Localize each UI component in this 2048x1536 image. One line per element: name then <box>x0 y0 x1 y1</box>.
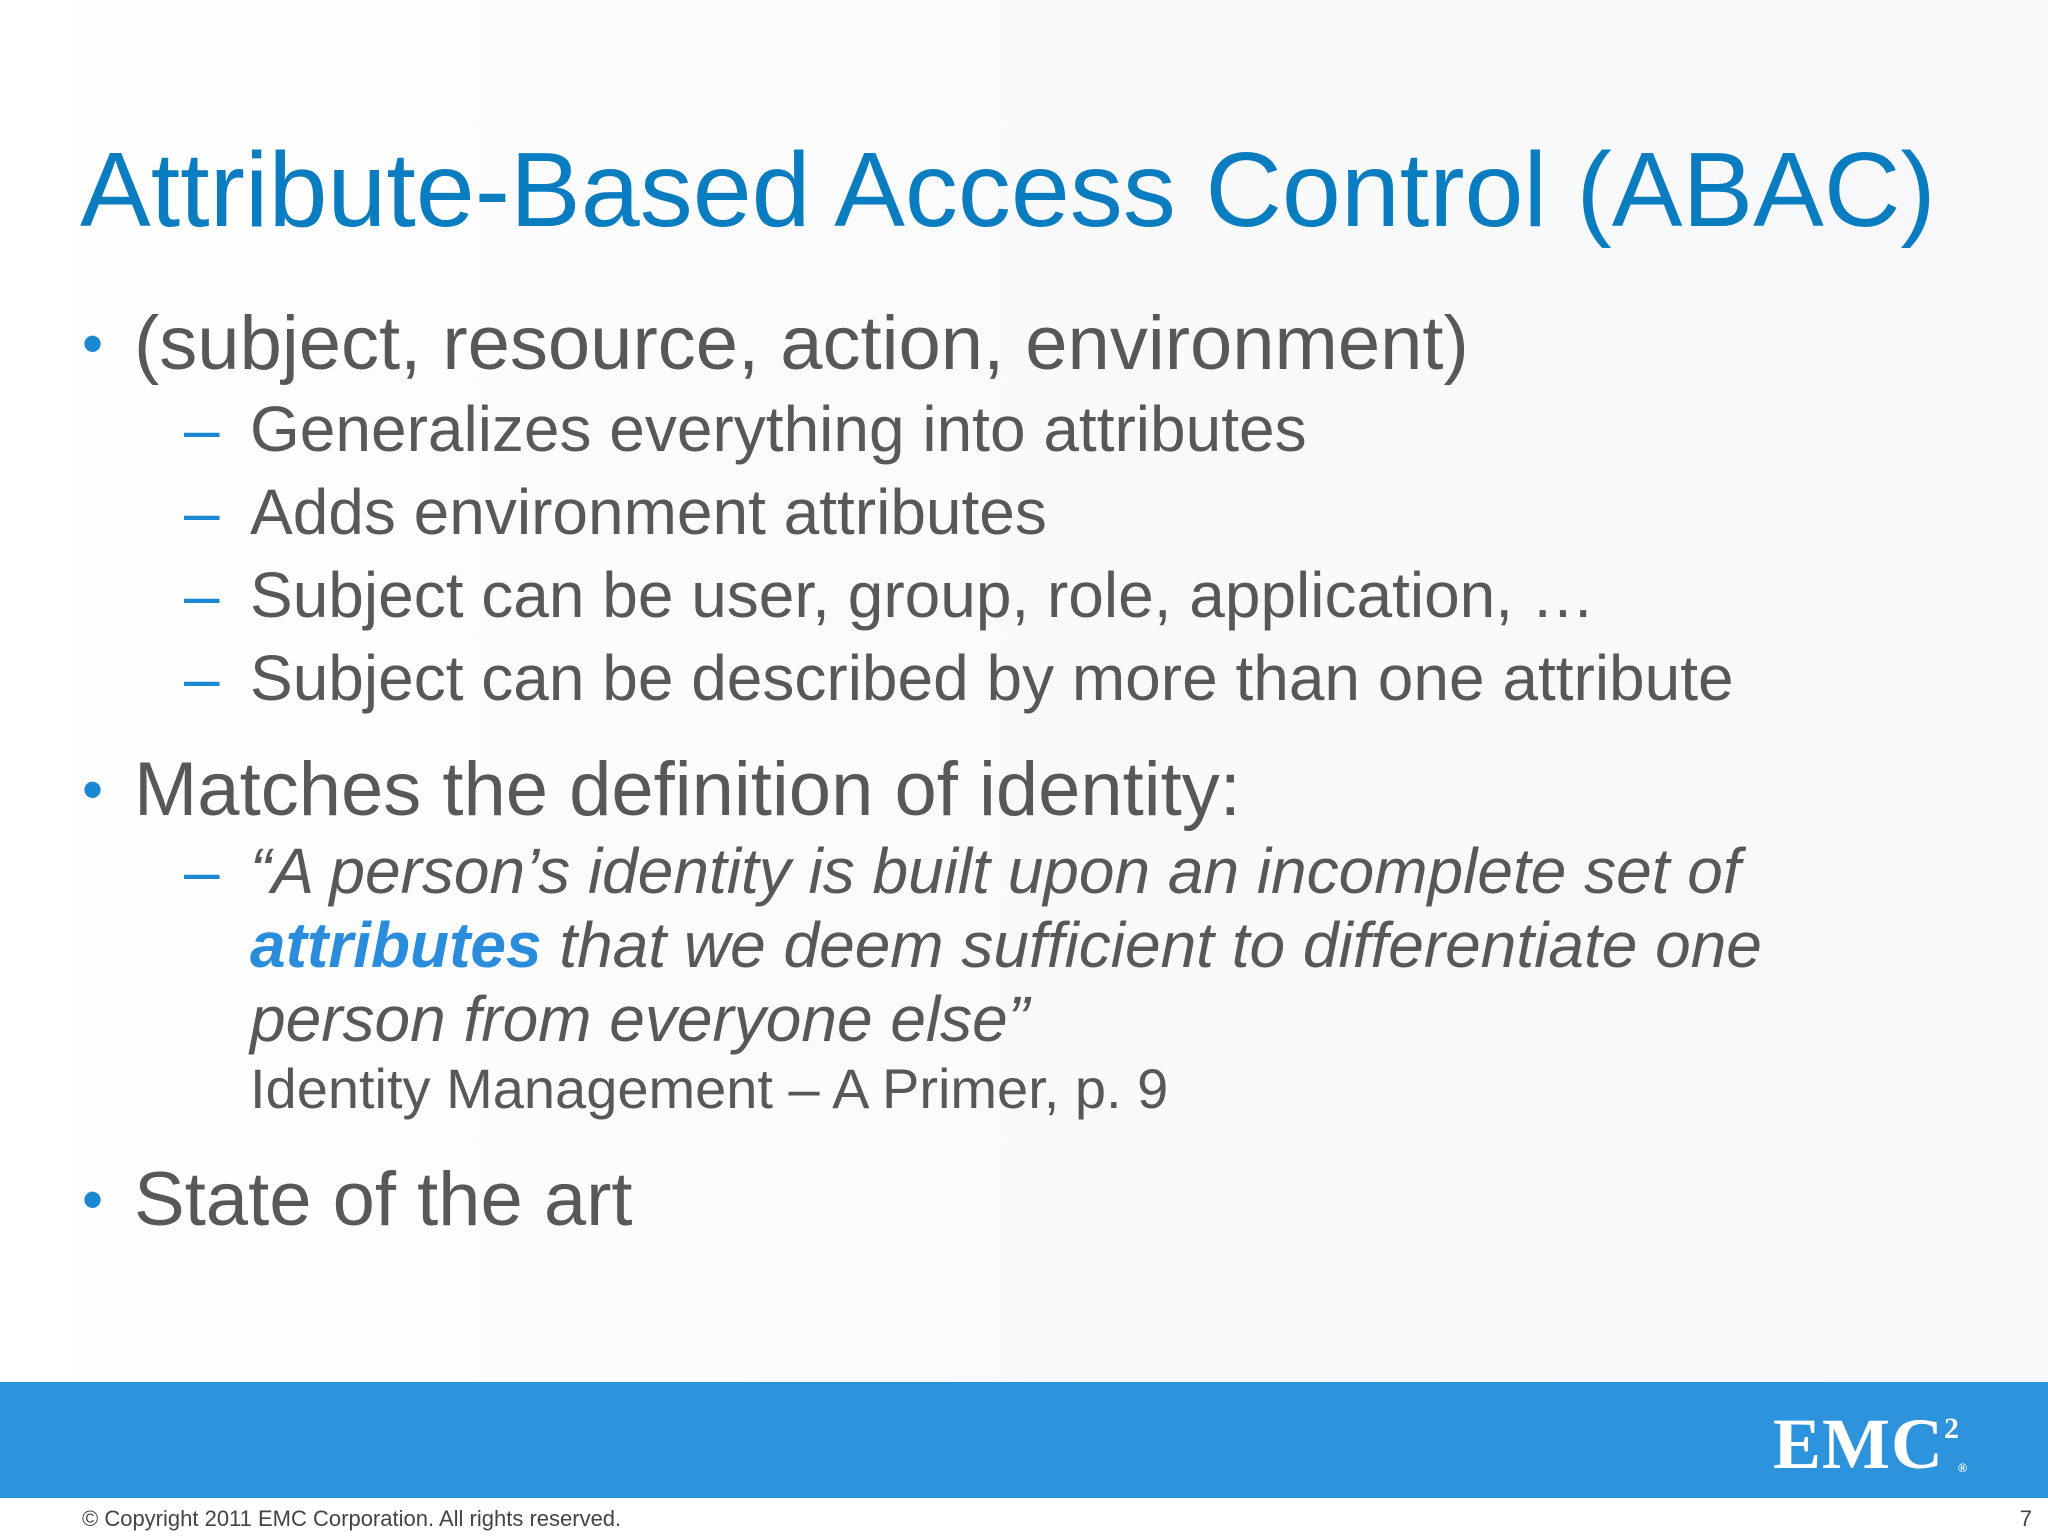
sub-bullet-item <box>0 637 2048 720</box>
bullet-marker: • <box>82 1166 104 1234</box>
dash-marker: – <box>184 393 220 466</box>
sub-bullet-item <box>0 388 2048 471</box>
registered-mark: ® <box>1958 1461 1968 1475</box>
dash-marker: – <box>184 476 220 549</box>
bullet-text: Matches the definition of identity: <box>134 747 1241 833</box>
spacer <box>0 1122 2048 1156</box>
quote-emphasis: attributes <box>250 909 542 982</box>
logo-superscript: 2 <box>1944 1412 1960 1445</box>
quote-line <box>250 908 2048 982</box>
emc-logo <box>1773 1404 1968 1484</box>
bullet-marker: • <box>82 310 104 377</box>
slide-body <box>0 300 2048 1244</box>
sub-bullet-text: Subject can be described by more than one attribute <box>250 642 1734 715</box>
sub-bullet-item <box>0 471 2048 554</box>
footer-band <box>0 1382 2048 1498</box>
copyright-notice: © Copyright 2011 EMC Corporation. All rights reserved. <box>82 1506 622 1531</box>
bullet-text: State of the art <box>134 1157 633 1243</box>
slide-title: Attribute-Based Access Control (ABAC) <box>80 131 1936 249</box>
bullet-marker: • <box>82 756 104 824</box>
dash-marker: – <box>184 642 220 715</box>
quote-citation: Identity Management – A Primer, p. 9 <box>250 1057 1169 1121</box>
bullet-item <box>0 1156 2048 1244</box>
dash-marker: – <box>184 835 220 908</box>
bullet-text: (subject, resource, action, environment) <box>134 301 1469 386</box>
logo-text: EMC <box>1773 1404 1944 1484</box>
sub-bullet-text: Adds environment attributes <box>250 476 1047 549</box>
quote-line: person from everyone else” <box>250 983 1030 1056</box>
sub-bullet-item <box>0 554 2048 637</box>
quote-text: that we deem sufficient to differentiate one <box>541 909 1762 982</box>
sub-bullet-text: Generalizes everything into attributes <box>250 393 1307 466</box>
sub-bullet-text: Subject can be user, group, role, application, … <box>250 559 1595 632</box>
bullet-item <box>0 300 2048 388</box>
spacer <box>0 720 2048 746</box>
page-number: 7 <box>2019 1506 2032 1531</box>
identity-quote <box>0 834 2048 1056</box>
bullet-item <box>0 746 2048 834</box>
quote-line: “A person’s identity is built upon an incomplete set of <box>250 835 1741 908</box>
dash-marker: – <box>184 559 220 632</box>
